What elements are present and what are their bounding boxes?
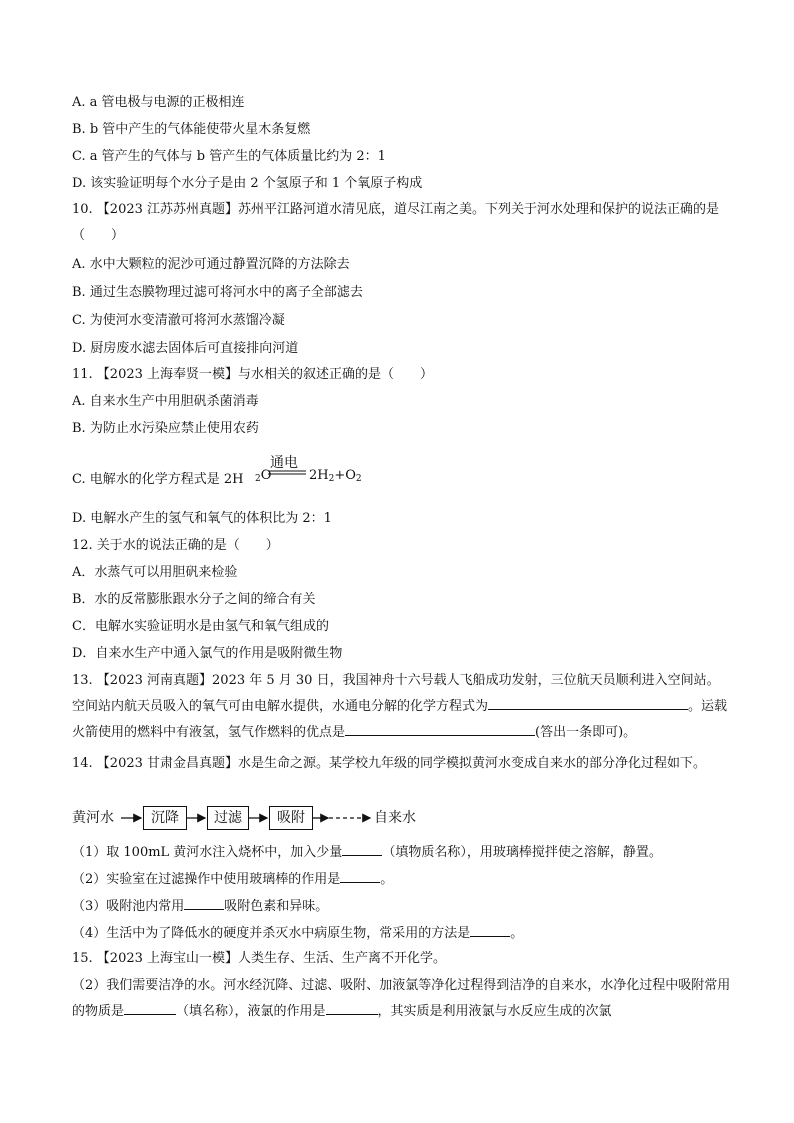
- q14-blank-1[interactable]: [342, 843, 382, 856]
- q13-blank-2[interactable]: [345, 723, 535, 736]
- q9-option-b: B. b 管中产生的气体能使带火星木条复燃: [72, 122, 311, 137]
- q14-blank-2[interactable]: [340, 870, 380, 883]
- flow-end-label: 自来水: [374, 810, 416, 826]
- purification-flow-diagram: [72, 806, 492, 832]
- q12-stem: 12. 关于水的说法正确的是（ ）: [72, 538, 279, 553]
- q15-blank-2[interactable]: [326, 1002, 378, 1015]
- q12-option-d: D．自来水生产中通入氯气的作用是吸附微生物: [72, 646, 343, 661]
- q14-stem: 14. 【2023 甘肃金昌真题】水是生命之源。某学校九年级的同学模拟黄河水变成自来水的部分净化过程如下。: [72, 756, 707, 771]
- q13-blank-1[interactable]: [488, 697, 688, 710]
- q9-option-d: D. 该实验证明每个水分子是由 2 个氢原子和 1 个氧原子构成: [72, 176, 423, 191]
- q14-blank-3[interactable]: [184, 897, 224, 910]
- q9-option-a: A. a 管电极与电源的正极相连: [72, 95, 245, 110]
- q13-part3: (答出一条即可)。: [535, 725, 637, 740]
- eq-condition: 通电: [270, 455, 298, 471]
- q14-sub3: （3）吸附池内常用 吸附色素和异味。: [72, 899, 329, 914]
- q11-option-a: A. 自来水生产中用胆矾杀菌消毒: [72, 394, 259, 409]
- equation-double-line: [268, 470, 308, 478]
- q11-option-d: D. 电解水产生的氢气和氧气的体积比为 2：1: [72, 511, 332, 526]
- q11-stem: 11. 【2023 上海奉贤一模】与水相关的叙述正确的是（ ）: [72, 367, 434, 382]
- q12-option-c: C．电解水实验证明水是由氢气和氧气组成的: [72, 619, 329, 634]
- q12-option-b: B．水的反常膨胀跟水分子之间的缔合有关: [72, 592, 316, 607]
- q10-option-a: A. 水中大颗粒的泥沙可通过静置沉降的方法除去: [72, 257, 350, 272]
- q15-stem: 15. 【2023 上海宝山一模】人类生存、生活、生产离不开化学。: [72, 951, 447, 966]
- flow-step-filtration: 过滤: [207, 806, 249, 830]
- q10-option-c: C. 为使河水变清澈可将河水蒸馏冷凝: [72, 313, 285, 328]
- q13-text: [72, 668, 732, 746]
- flow-step-sedimentation: 沉降: [143, 806, 187, 830]
- q11-option-c-equation: C. 电解水的化学方程式是 2H $_2$O 通电 $2H_2+O_2$: [72, 452, 472, 492]
- q11-option-b: B. 为防止水污染应禁止使用农药: [72, 421, 259, 436]
- q14-sub1: （1）取 100mL 黄河水注入烧杯中，加入少量 （填物质名称），用玻璃棒搅拌使之溶解，静置。: [72, 845, 662, 860]
- q14-sub4: （4）生活中为了降低水的硬度并杀灭水中病原生物，常采用的方法是 。: [72, 926, 524, 941]
- q14-blank-4[interactable]: [470, 924, 510, 937]
- q9-option-c: C. a 管产生的气体与 b 管产生的气体质量比约为 2：1: [72, 149, 386, 164]
- q10-stem: 10. 【2023 江苏苏州真题】苏州平江路河道水清见底，道尽江南之美。下列关于河水处理和保护的说法正确的是（ ）: [72, 202, 720, 243]
- flow-step-adsorption: 吸附: [269, 806, 313, 830]
- q15-sub2: （2）我们需要洁净的水。河水经沉降、过滤、吸附、加液氯等净化过程得到洁净的自来水，水净化过程中吸附常用的物质是 （填名称），液氯的作用是 ，其实质是利用液氯与水反应生成的次氯: [72, 978, 731, 1019]
- flow-start-label: 黄河水: [72, 810, 114, 826]
- q12-option-a: A．水蒸气可以用胆矾来检验: [72, 565, 238, 580]
- q15-blank-1[interactable]: [124, 1002, 176, 1015]
- eq-products: $2H_2+O_2$: [309, 468, 362, 484]
- q10-option-b: B. 通过生态膜物理过滤可将河水中的离子全部滤去: [72, 285, 363, 300]
- q13-part1: 13. 【2023 河南真题】2023 年 5 月 30 日，我国神舟十六号载人飞船成功发射，三位航天员顺利进入空间站。空间站内航天员吸入的氧气可由电解水提供，水通电分解的化学方程式为: [72, 673, 720, 714]
- q13-part2: 。运载火箭使用的燃料中有液氢，氢气作燃料的优点是: [72, 699, 728, 740]
- q10-option-d: D. 厨房废水滤去固体后可直接排向河道: [72, 341, 299, 356]
- q11-option-c-prefix: C. 电解水的化学方程式是 2H: [72, 472, 244, 487]
- q14-sub2: （2）实验室在过滤操作中使用玻璃棒的作用是 。: [72, 872, 394, 887]
